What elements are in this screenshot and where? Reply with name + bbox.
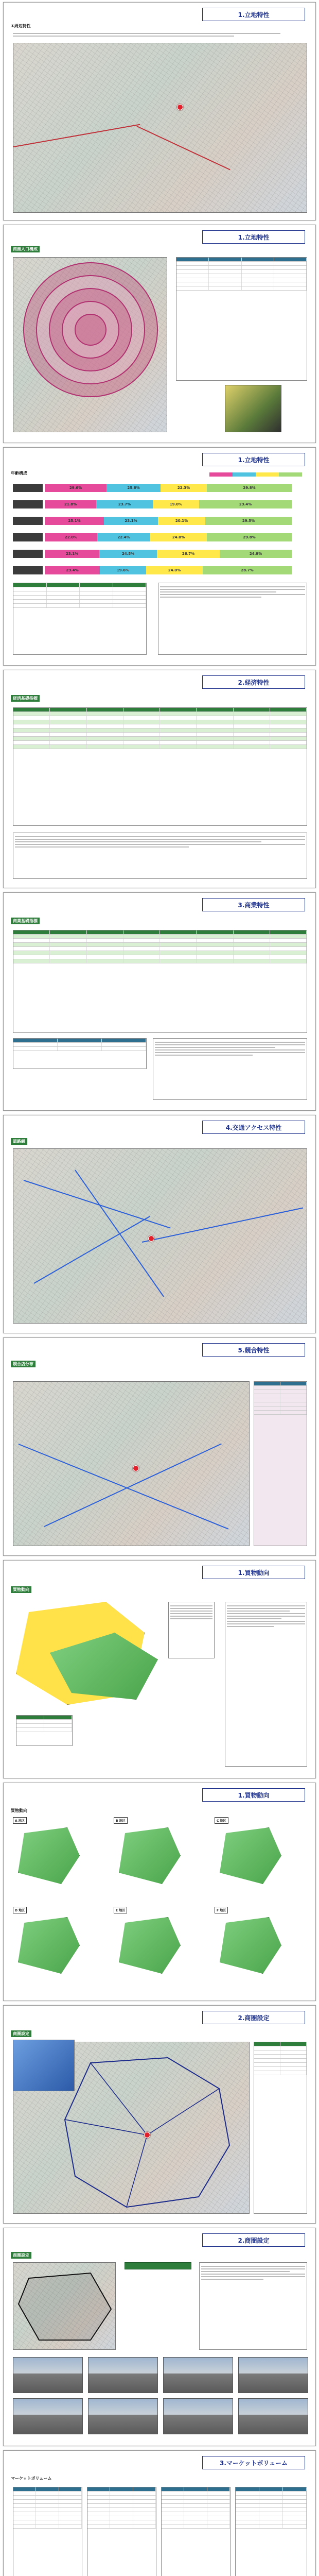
slide-heading: 商圏設定	[11, 2252, 31, 2259]
commerce-table	[13, 930, 307, 1033]
bar-row-2: 21.8% 23.7% 19.0% 23.4%	[45, 500, 292, 509]
age-table	[13, 583, 147, 655]
slide-heading: 買物動向	[11, 1586, 31, 1593]
slide-title: 3.マーケットボリューム	[202, 2456, 305, 2469]
zone-notes	[199, 2262, 307, 2350]
street-photo-3	[163, 2357, 233, 2393]
slide-heading: 年齢構成	[11, 471, 27, 476]
site-photo	[225, 385, 281, 432]
slide-heading: 道路網	[11, 1138, 27, 1145]
slide-title: 2.商圏設定	[202, 2233, 305, 2247]
trade-area-table	[254, 2042, 307, 2214]
slide-title: 1.買物動向	[202, 1788, 305, 1802]
zone-header	[125, 2262, 191, 2269]
area-zone-map	[13, 2262, 116, 2350]
slide-heading: 買物動向	[11, 1808, 27, 1813]
street-photo-7	[163, 2398, 233, 2434]
slide-trade-area-1	[3, 2005, 316, 2224]
competitor-list	[254, 1381, 307, 1546]
population-table	[176, 257, 307, 381]
bar-row-3: 25.1% 23.1% 20.1% 29.5%	[45, 517, 292, 525]
bar-row-4: 22.0% 22.4% 24.0% 29.8%	[45, 533, 292, 541]
street-photo-5	[13, 2398, 83, 2434]
site-pin	[144, 2132, 150, 2138]
slide-economy	[3, 670, 316, 888]
site-pin	[133, 1465, 139, 1471]
street-photo-1	[13, 2357, 83, 2393]
bar-row-1: 29.6% 25.8% 22.3% 29.8%	[45, 484, 292, 492]
area-panel-b: B 地区	[114, 1817, 206, 1900]
market-table-1	[13, 2487, 82, 2576]
slide-market-volume	[3, 2450, 316, 2576]
shopping-notes	[225, 1602, 307, 1767]
slide-location-2	[3, 225, 316, 443]
street-photo-8	[238, 2398, 308, 2434]
slide-title: 2.経済特性	[202, 675, 305, 689]
street-photo-6	[88, 2398, 158, 2434]
slide-heading: 経済基礎指標	[11, 695, 40, 702]
slide-title: 5.競合特性	[202, 1343, 305, 1357]
radius-map	[13, 257, 167, 432]
site-pin	[148, 1235, 154, 1242]
bar-row-5: 23.1% 24.5% 26.7% 24.9%	[45, 550, 292, 558]
slide-title: 1.立地特性	[202, 8, 305, 21]
slide-commerce	[3, 892, 316, 1111]
inset-map-2	[13, 2040, 75, 2091]
slide-title: 1.立地特性	[202, 230, 305, 244]
economy-table	[13, 707, 307, 826]
market-table-2	[87, 2487, 156, 2576]
street-photo-4	[238, 2357, 308, 2393]
slide-heading: 商圏設定	[11, 2030, 31, 2037]
slide-title: 1.立地特性	[202, 453, 305, 466]
shopping-legend	[168, 1602, 215, 1658]
area-panel-e: E 地区	[114, 1907, 206, 1989]
road-map	[13, 1148, 307, 1324]
area-map	[13, 43, 307, 213]
area-panel-d: D 地区	[13, 1907, 105, 1989]
slide-competition	[3, 1337, 316, 1556]
slide-heading: ①周辺特性	[11, 24, 31, 28]
bar-row-6: 23.4% 19.6% 24.0% 28.7%	[45, 566, 292, 574]
commerce-notes	[153, 1038, 307, 1100]
slide-heading: 商圏人口構成	[11, 246, 40, 252]
slide-location-3	[3, 447, 316, 666]
site-pin	[177, 104, 183, 110]
age-notes	[158, 583, 307, 655]
zone-outline	[13, 2263, 116, 2350]
shopping-summary	[16, 1715, 73, 1746]
market-table-3	[161, 2487, 231, 2576]
slide-title: 3.商業特性	[202, 898, 305, 911]
legend-strip	[209, 472, 302, 477]
competitor-map	[13, 1381, 250, 1546]
slide-heading: マーケットボリューム	[11, 2476, 52, 2481]
slide-access	[3, 1115, 316, 1333]
slide-title: 4.交通アクセス特性	[202, 1121, 305, 1134]
area-panel-a: A 地区	[13, 1817, 105, 1900]
slide-heading: 商業基礎指標	[11, 918, 40, 924]
market-table-4	[235, 2487, 307, 2576]
area-panel-c: C 地区	[215, 1817, 307, 1900]
slide-title: 2.商圏設定	[202, 2011, 305, 2024]
economy-notes	[13, 833, 307, 879]
commerce-subtable	[13, 1038, 147, 1069]
area-panel-f: F 地区	[215, 1907, 307, 1989]
slide-trade-area-2	[3, 2228, 316, 2446]
slide-location-1	[3, 2, 316, 221]
slide-shopping-1	[3, 1560, 316, 1778]
slide-heading: 競合店分布	[11, 1361, 36, 1367]
radius-rings	[13, 258, 168, 433]
slide-title: 1.買物動向	[202, 1566, 305, 1579]
slide-shopping-2	[3, 1783, 316, 2001]
slide-description	[13, 31, 301, 38]
street-photo-2	[88, 2357, 158, 2393]
